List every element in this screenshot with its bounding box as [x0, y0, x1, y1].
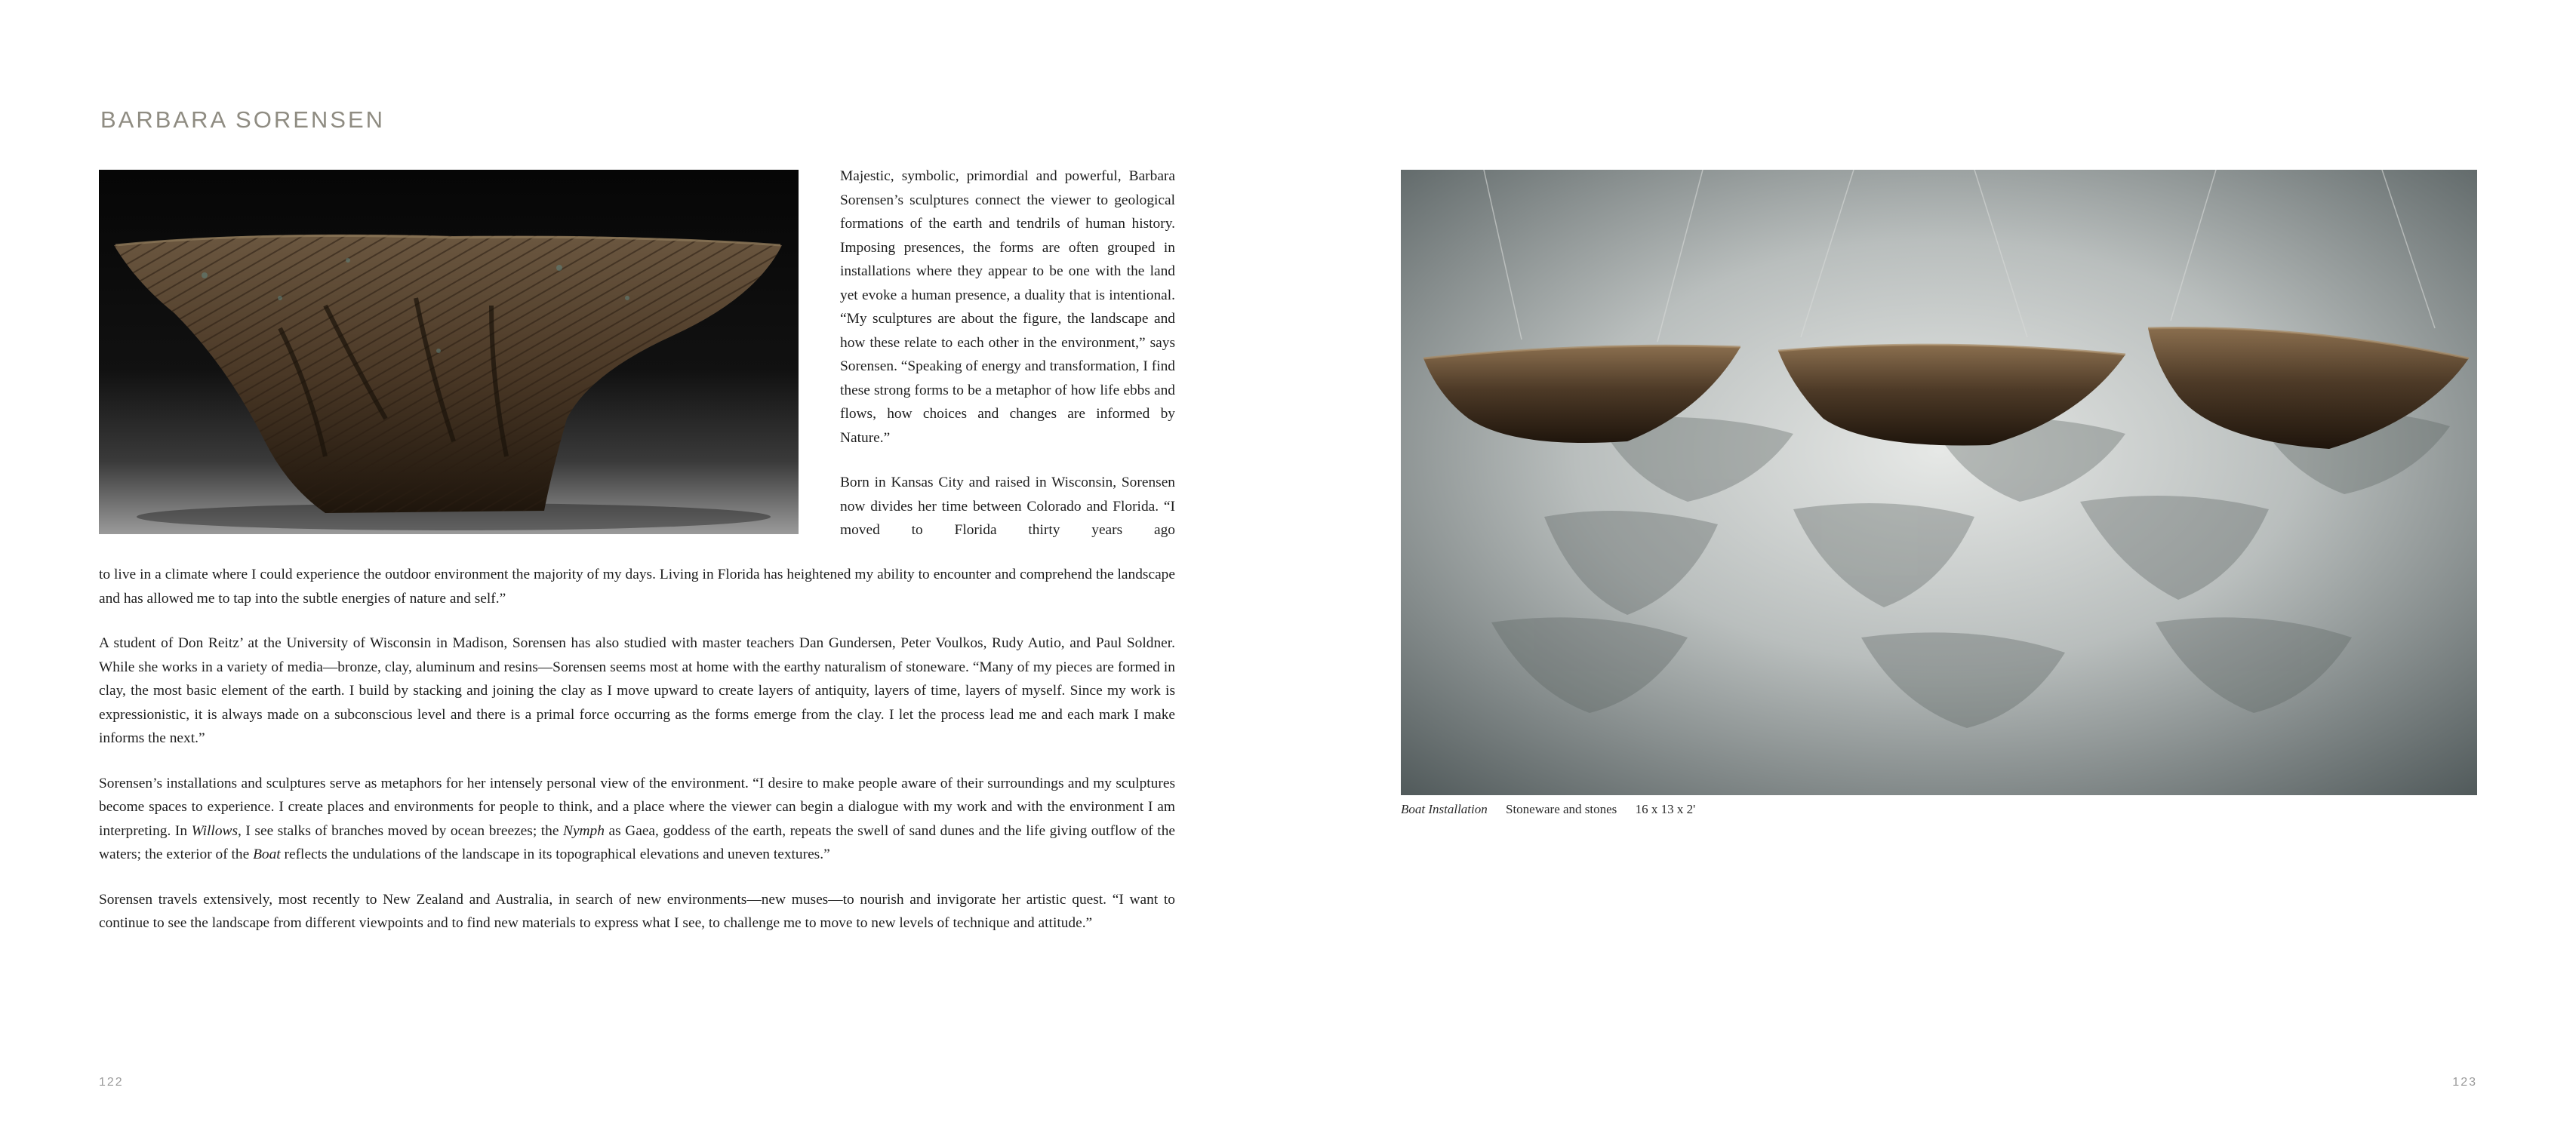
work-title-boat: Boat [253, 846, 281, 862]
artist-name-heading: BARBARA SORENSEN [100, 106, 386, 133]
paragraph-installations [99, 772, 1175, 867]
sculpture-photo-graphic [99, 170, 799, 534]
paragraph-installations-part: as Gaea, goddess of the earth, repeats the swell of sand dunes and the life giving outflow of the waters; the exterior of the [99, 822, 1175, 862]
paragraph-installations-part: , I see stalks of branches moved by ocean breezes; the [238, 822, 564, 839]
caption-title: Boat Installation [1401, 802, 1488, 816]
paragraph-installations-part: Sorensen’s installations and sculptures serve as metaphors for her intensely personal view of the environment. “I desire to make people aware of their surroundings and my sculptures become spaces to experience. I create places and environments for people to think, and a place where the viewer can begin a dialogue with my work and with the environment I am interpreting. In [99, 775, 1175, 839]
page-number-left: 122 [99, 1076, 124, 1089]
sculpture-photo [99, 170, 799, 534]
image-caption [1401, 802, 1710, 817]
paragraph-installations-part: reflects the undulations of the landscape in its topographical elevations and uneven textures.” [280, 846, 830, 862]
work-title-willows: Willows [191, 822, 238, 839]
paragraph-education: A student of Don Reitz’ at the University of Wisconsin in Madison, Sorensen has also studied with master teachers Dan Gundersen, Peter Voulkos, Rudy Autio, and Paul Soldner. While she works in a variety of media—bronze, clay, aluminum and resins—Sorensen seems most at home with the earthy naturalism of stoneware. “Many of my pieces are formed in clay, the most basic element of the earth. I build by stacking and joining the clay as I move upward to create layers of antiquity, layers of time, layers of myself. Since my work is expressionistic, it is always made on a subconscious level and there is a primal force occurring as the forms emerge from the clay. I let the process lead me and each mark I make informs the next.” [99, 635, 1175, 746]
paragraph-biography-continued: to live in a climate where I could experience the outdoor environment the majority of my days. Living in Florida has heightened my ability to encounter and comprehend the landscape and has allowed me to tap into the subtle energies of nature and self.” [99, 567, 1175, 607]
paragraph-travels: Sorensen travels extensively, most recently to New Zealand and Australia, in search of new environments—new muses—to nourish and invigorate her artistic quest. “I want to continue to see the landscape from different viewpoints and to find new materials to express what I see, to challenge me to move to new levels of technique and attitude.” [99, 891, 1175, 931]
boat-installation-photo [1401, 170, 2477, 795]
intro-column [840, 164, 1175, 564]
paragraph-biography-start: Born in Kansas City and raised in Wisconsin, Sorensen now divides her time between Colorado and Florida. “I moved to Florida thirty years ago [840, 475, 1175, 538]
paragraph-intro: Majestic, symbolic, primordial and powerful, Barbara Sorensen’s sculptures connect the viewer to geological formations of the earth and tendrils of human history. Imposing presences, the forms are often grouped in installations where they appear to be one with the land yet evoke a human presence, a duality that is intentional. “My sculptures are about the figure, the landscape and how these relate to each other in the environment,” says Sorensen. “Speaking of energy and transformation, I find these strong forms to be a metaphor of how life ebbs and flows, how choices and changes are informed by Nature.” [840, 168, 1175, 446]
caption-dimensions: 16 x 13 x 2' [1635, 802, 1696, 816]
page-number-right: 123 [2452, 1076, 2477, 1089]
full-width-text [99, 563, 1175, 936]
work-title-nymph: Nymph [563, 822, 605, 839]
caption-medium: Stoneware and stones [1506, 802, 1617, 816]
boat-installation-graphic [1401, 170, 2477, 795]
